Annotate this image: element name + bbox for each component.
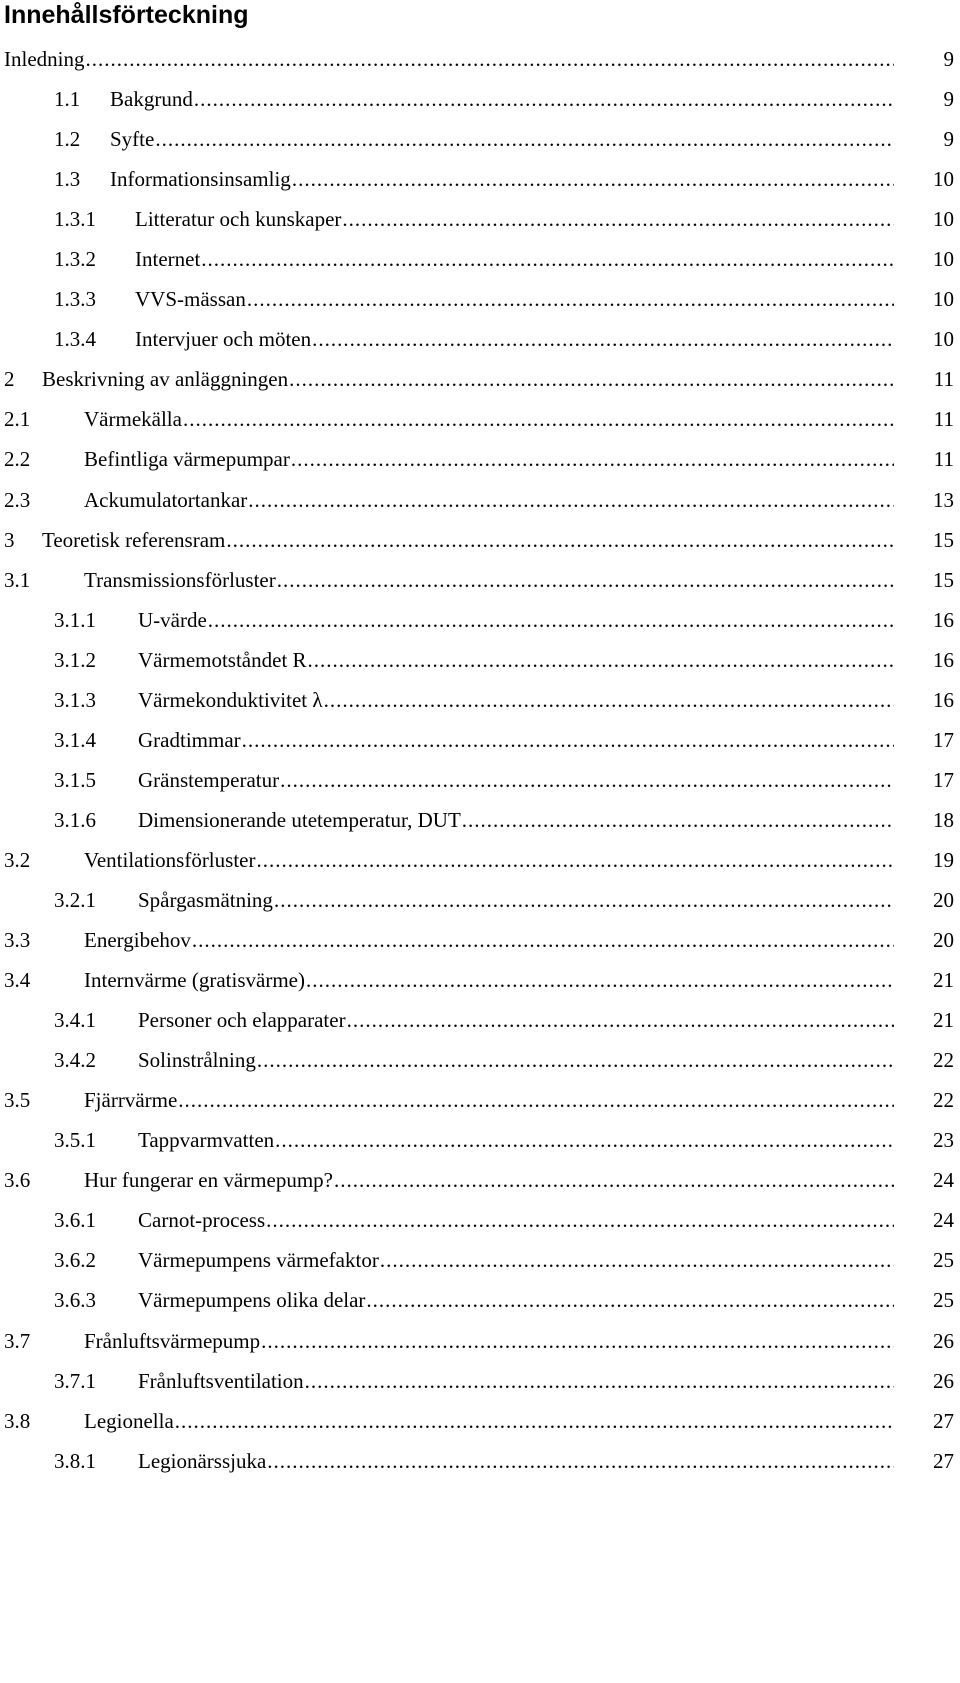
toc-entry[interactable] bbox=[0, 404, 960, 444]
toc-entry-page-number: 9 bbox=[943, 87, 954, 112]
toc-entry[interactable] bbox=[0, 565, 960, 605]
toc-entry-number: 1.3.4 bbox=[54, 327, 96, 352]
toc-entry-leader bbox=[42, 364, 894, 394]
toc-entry[interactable] bbox=[0, 164, 960, 204]
toc-entry-page-number: 9 bbox=[943, 47, 954, 71]
toc-entry-leader bbox=[138, 765, 894, 795]
toc-entry-page-number: 15 bbox=[933, 567, 954, 592]
toc-entry[interactable] bbox=[0, 1045, 960, 1085]
toc-entry-title[interactable]: Internet bbox=[135, 247, 201, 272]
toc-entry-leader bbox=[138, 805, 894, 835]
toc-entry[interactable] bbox=[0, 1285, 960, 1325]
toc-entry-number: 3.3 bbox=[4, 928, 31, 953]
dot-leader bbox=[342, 204, 894, 234]
toc-entry-title[interactable]: Fjärrvärme bbox=[84, 1088, 178, 1113]
toc-entry[interactable] bbox=[0, 1326, 960, 1366]
toc-entry-title[interactable]: Internvärme (gratisvärme) bbox=[84, 968, 305, 993]
toc-entry-page-number: 16 bbox=[933, 607, 954, 632]
toc-entry-number: 1.3 bbox=[54, 167, 81, 192]
dot-leader bbox=[324, 685, 894, 715]
toc-entry-leader bbox=[138, 885, 894, 915]
toc-entry-leader bbox=[138, 1446, 894, 1476]
toc-entry-number: 3.1.3 bbox=[54, 687, 96, 712]
toc-entry-number: 3.5 bbox=[4, 1088, 31, 1113]
toc-entry-number: 3.6.1 bbox=[54, 1208, 96, 1233]
dot-leader bbox=[257, 1045, 894, 1075]
toc-entry-page-number: 11 bbox=[933, 407, 954, 432]
toc-entry-leader bbox=[42, 525, 894, 555]
toc-entry-number: 3.2.1 bbox=[54, 887, 96, 912]
toc-entry-page-number: 17 bbox=[933, 727, 954, 752]
toc-entry-number: 3.8 bbox=[4, 1408, 31, 1433]
toc-entry-title[interactable]: Intervjuer och möten bbox=[135, 327, 312, 352]
toc-entry-page-number: 27 bbox=[933, 1448, 954, 1473]
dot-leader bbox=[266, 1205, 894, 1235]
toc-entry-page-number: 25 bbox=[933, 1288, 954, 1313]
toc-entry-number: 3.4.2 bbox=[54, 1048, 96, 1073]
toc-entry[interactable] bbox=[0, 725, 960, 765]
dot-leader bbox=[248, 485, 894, 515]
toc-entry-number: 3.4.1 bbox=[54, 1008, 96, 1033]
dot-leader bbox=[155, 124, 894, 154]
toc-entry[interactable] bbox=[0, 1125, 960, 1165]
toc-entry-page-number: 22 bbox=[933, 1088, 954, 1113]
toc-entry-number: 3.6.2 bbox=[54, 1248, 96, 1273]
dot-leader bbox=[277, 565, 894, 595]
toc-entry-title[interactable]: Gränstemperatur bbox=[138, 767, 280, 792]
dot-leader bbox=[347, 1005, 894, 1035]
toc-entry-page-number: 10 bbox=[933, 167, 954, 192]
toc-entry-title[interactable]: Hur fungerar en värmepump? bbox=[84, 1168, 333, 1193]
toc-entry-leader bbox=[84, 565, 894, 595]
toc-entry-leader bbox=[84, 1085, 894, 1115]
toc-entry-page-number: 10 bbox=[933, 287, 954, 312]
toc-entry-leader bbox=[84, 925, 894, 955]
toc-entry-page-number: 26 bbox=[933, 1328, 954, 1353]
toc-entry-title[interactable]: Legionella bbox=[84, 1408, 174, 1433]
dot-leader bbox=[178, 1085, 894, 1115]
toc-entry-page-number: 22 bbox=[933, 1048, 954, 1073]
toc-entry-page-number: 21 bbox=[933, 968, 954, 993]
toc-entry-number: 3.1.2 bbox=[54, 647, 96, 672]
dot-leader bbox=[183, 404, 894, 434]
toc-entry-page-number: 16 bbox=[933, 687, 954, 712]
toc-entry[interactable] bbox=[0, 284, 960, 324]
toc-entry-title[interactable]: Värmekälla bbox=[84, 407, 182, 432]
dot-leader bbox=[267, 1446, 894, 1476]
toc-entry-leader bbox=[110, 164, 894, 194]
toc-entry-title[interactable]: Inledning bbox=[4, 47, 85, 71]
toc-entry-title[interactable]: Bakgrund bbox=[110, 87, 193, 112]
toc-entry-title[interactable]: Värmemotståndet R bbox=[138, 647, 307, 672]
toc-entry-leader bbox=[84, 404, 894, 434]
toc-entry-page-number: 20 bbox=[933, 887, 954, 912]
toc-entry-page-number: 19 bbox=[933, 847, 954, 872]
toc-entry-title[interactable]: Dimensionerande utetemperatur, DUT bbox=[138, 807, 461, 832]
toc-entry-title[interactable]: Informationsinsamlig bbox=[110, 167, 291, 192]
toc-entry[interactable] bbox=[0, 1205, 960, 1245]
toc-entry-leader bbox=[138, 1205, 894, 1235]
toc-list bbox=[0, 44, 960, 1486]
toc-entry-leader bbox=[110, 124, 894, 154]
toc-entry-leader bbox=[138, 685, 894, 715]
toc-entry[interactable] bbox=[0, 1446, 960, 1486]
toc-entry-title[interactable]: Värmekonduktivitet λ bbox=[138, 687, 323, 712]
toc-entry-title[interactable]: Värmepumpens olika delar bbox=[138, 1288, 366, 1313]
toc-entry-number: 3.1.6 bbox=[54, 807, 96, 832]
toc-entry-number: 1.2 bbox=[54, 127, 81, 152]
toc-entry-number: 3.2 bbox=[4, 847, 31, 872]
dot-leader bbox=[274, 885, 894, 915]
toc-entry-title[interactable]: Ventilationsförluster bbox=[84, 847, 256, 872]
dot-leader bbox=[85, 44, 894, 74]
toc-entry[interactable] bbox=[0, 324, 960, 364]
toc-entry-leader bbox=[135, 284, 894, 314]
dot-leader bbox=[312, 324, 894, 354]
dot-leader bbox=[380, 1245, 894, 1275]
toc-entry-leader bbox=[135, 204, 894, 234]
toc-entry-number: 1.1 bbox=[54, 87, 81, 112]
toc-entry[interactable] bbox=[0, 84, 960, 124]
toc-entry-page-number: 27 bbox=[933, 1408, 954, 1433]
toc-entry-number: 3.1.1 bbox=[54, 607, 96, 632]
toc-entry[interactable] bbox=[0, 1366, 960, 1406]
toc-entry[interactable] bbox=[0, 44, 960, 84]
toc-entry-number: 3.1.5 bbox=[54, 767, 96, 792]
toc-entry-number: 3.7.1 bbox=[54, 1368, 96, 1393]
toc-entry-page-number: 21 bbox=[933, 1008, 954, 1033]
toc-entry-title[interactable]: Värmepumpens värmefaktor bbox=[138, 1248, 379, 1273]
toc-entry-leader bbox=[84, 1326, 894, 1356]
toc-entry[interactable] bbox=[0, 204, 960, 244]
toc-entry-page-number: 10 bbox=[933, 207, 954, 232]
toc-entry-leader bbox=[138, 645, 894, 675]
toc-entry-page-number: 15 bbox=[933, 527, 954, 552]
toc-entry[interactable] bbox=[0, 124, 960, 164]
toc-entry-leader bbox=[138, 1045, 894, 1075]
toc-entry-title[interactable]: Legionärssjuka bbox=[138, 1448, 267, 1473]
toc-entry[interactable] bbox=[0, 925, 960, 965]
toc-entry-title[interactable]: Litteratur och kunskaper bbox=[135, 207, 342, 232]
toc-entry-page-number: 13 bbox=[933, 487, 954, 512]
dot-leader bbox=[366, 1285, 894, 1315]
dot-leader bbox=[175, 1406, 894, 1436]
toc-entry[interactable] bbox=[0, 525, 960, 565]
toc-entry-page-number: 20 bbox=[933, 928, 954, 953]
toc-entry-title[interactable]: Spårgasmätning bbox=[138, 887, 273, 912]
toc-entry[interactable] bbox=[0, 1245, 960, 1285]
dot-leader bbox=[280, 765, 894, 795]
toc-entry-leader bbox=[84, 1406, 894, 1436]
toc-entry[interactable] bbox=[0, 1085, 960, 1125]
toc-entry-leader bbox=[84, 1165, 894, 1195]
toc-entry[interactable] bbox=[0, 765, 960, 805]
toc-entry-number: 2.1 bbox=[4, 407, 31, 432]
dot-leader bbox=[291, 444, 894, 474]
toc-entry-leader bbox=[84, 965, 894, 995]
toc-entry-number: 3.1.4 bbox=[54, 727, 96, 752]
toc-entry-leader bbox=[110, 84, 894, 114]
toc-entry-leader bbox=[138, 1366, 894, 1396]
dot-leader bbox=[226, 525, 894, 555]
toc-entry-title[interactable]: Teoretisk referensram bbox=[42, 527, 226, 552]
toc-entry[interactable] bbox=[0, 685, 960, 725]
toc-entry[interactable] bbox=[0, 645, 960, 685]
toc-entry[interactable] bbox=[0, 885, 960, 925]
dot-leader bbox=[201, 244, 894, 274]
toc-entry-leader bbox=[138, 1285, 894, 1315]
toc-entry-title[interactable]: Carnot-process bbox=[138, 1208, 266, 1233]
dot-leader bbox=[308, 645, 894, 675]
toc-entry-number: 1.3.2 bbox=[54, 247, 96, 272]
toc-heading: Innehållsförteckning bbox=[4, 1, 249, 29]
toc-entry-title[interactable]: Befintliga värmepumpar bbox=[84, 447, 290, 472]
dot-leader bbox=[292, 164, 894, 194]
toc-entry-page-number: 10 bbox=[933, 327, 954, 352]
dot-leader bbox=[261, 1326, 894, 1356]
toc-entry[interactable] bbox=[0, 485, 960, 525]
toc-entry[interactable] bbox=[0, 845, 960, 885]
toc-entry-page-number: 26 bbox=[933, 1368, 954, 1393]
toc-entry-leader bbox=[84, 444, 894, 474]
toc-entry-page-number: 10 bbox=[933, 247, 954, 272]
toc-entry-title[interactable]: Frånluftsvärmepump bbox=[84, 1328, 261, 1353]
toc-entry-title[interactable]: Beskrivning av anläggningen bbox=[42, 367, 289, 392]
toc-entry-number: 2.2 bbox=[4, 447, 31, 472]
toc-entry[interactable] bbox=[0, 1165, 960, 1205]
dot-leader bbox=[247, 284, 894, 314]
toc-entry-page-number: 24 bbox=[933, 1208, 954, 1233]
toc-entry-page-number: 18 bbox=[933, 807, 954, 832]
toc-entry-leader bbox=[138, 1125, 894, 1155]
toc-entry-page-number: 23 bbox=[933, 1128, 954, 1153]
toc-entry[interactable] bbox=[0, 444, 960, 484]
toc-entry[interactable] bbox=[0, 244, 960, 284]
toc-entry-page-number: 9 bbox=[943, 127, 954, 152]
toc-entry[interactable] bbox=[0, 965, 960, 1005]
toc-entry-number: 2.3 bbox=[4, 487, 31, 512]
toc-entry-title[interactable]: Transmissionsförluster bbox=[84, 567, 276, 592]
toc-entry-number: 3.5.1 bbox=[54, 1128, 96, 1153]
toc-entry-number: 3.1 bbox=[4, 567, 31, 592]
toc-entry-leader bbox=[84, 845, 894, 875]
toc-entry[interactable] bbox=[0, 1406, 960, 1446]
dot-leader bbox=[275, 1125, 894, 1155]
dot-leader bbox=[256, 845, 894, 875]
toc-entry-title[interactable]: U-värde bbox=[138, 607, 207, 632]
toc-entry-number: 1.3.3 bbox=[54, 287, 96, 312]
toc-entry-number: 3.8.1 bbox=[54, 1448, 96, 1473]
dot-leader bbox=[194, 84, 894, 114]
dot-leader bbox=[289, 364, 894, 394]
toc-entry-number: 3.4 bbox=[4, 968, 31, 993]
toc-entry-title[interactable]: Energibehov bbox=[84, 928, 191, 953]
dot-leader bbox=[208, 605, 894, 635]
toc-entry-title[interactable]: Frånluftsventilation bbox=[138, 1368, 304, 1393]
toc-entry-leader bbox=[138, 1005, 894, 1035]
toc-entry-title[interactable]: Solinstrålning bbox=[138, 1048, 256, 1073]
toc-entry-number: 1.3.1 bbox=[54, 207, 96, 232]
toc-entry-number: 3.6 bbox=[4, 1168, 31, 1193]
toc-entry-number: 3.7 bbox=[4, 1328, 31, 1353]
toc-entry-leader bbox=[135, 324, 894, 354]
toc-entry-title[interactable]: VVS-mässan bbox=[135, 287, 246, 312]
toc-entry-title[interactable]: Gradtimmar bbox=[138, 727, 241, 752]
toc-entry[interactable] bbox=[0, 364, 960, 404]
toc-entry-leader bbox=[135, 244, 894, 274]
toc-entry-title[interactable]: Personer och elapparater bbox=[138, 1008, 346, 1033]
dot-leader bbox=[306, 965, 894, 995]
toc-entry[interactable] bbox=[0, 605, 960, 645]
dot-leader bbox=[462, 805, 894, 835]
toc-entry-leader bbox=[138, 605, 894, 635]
toc-entry-page-number: 11 bbox=[933, 447, 954, 472]
toc-entry-number: 2 bbox=[4, 367, 15, 392]
dot-leader bbox=[305, 1366, 894, 1396]
toc-entry-leader bbox=[4, 44, 894, 74]
toc-entry-page-number: 16 bbox=[933, 647, 954, 672]
dot-leader bbox=[242, 725, 894, 755]
toc-entry-title[interactable]: Syfte bbox=[110, 127, 155, 152]
toc-entry-page-number: 11 bbox=[933, 367, 954, 392]
toc-entry-page-number: 25 bbox=[933, 1248, 954, 1273]
toc-entry-leader bbox=[138, 725, 894, 755]
toc-entry-page-number: 24 bbox=[933, 1168, 954, 1193]
toc-entry-number: 3 bbox=[4, 527, 15, 552]
toc-entry-number: 3.6.3 bbox=[54, 1288, 96, 1313]
toc-entry-title[interactable]: Tappvarmvatten bbox=[138, 1128, 275, 1153]
toc-entry-leader bbox=[84, 485, 894, 515]
toc-entry[interactable] bbox=[0, 805, 960, 845]
dot-leader bbox=[334, 1165, 894, 1195]
toc-entry-title[interactable]: Ackumulatortankar bbox=[84, 487, 248, 512]
toc-entry-page-number: 17 bbox=[933, 767, 954, 792]
dot-leader bbox=[192, 925, 894, 955]
toc-entry-leader bbox=[138, 1245, 894, 1275]
toc-entry[interactable] bbox=[0, 1005, 960, 1045]
